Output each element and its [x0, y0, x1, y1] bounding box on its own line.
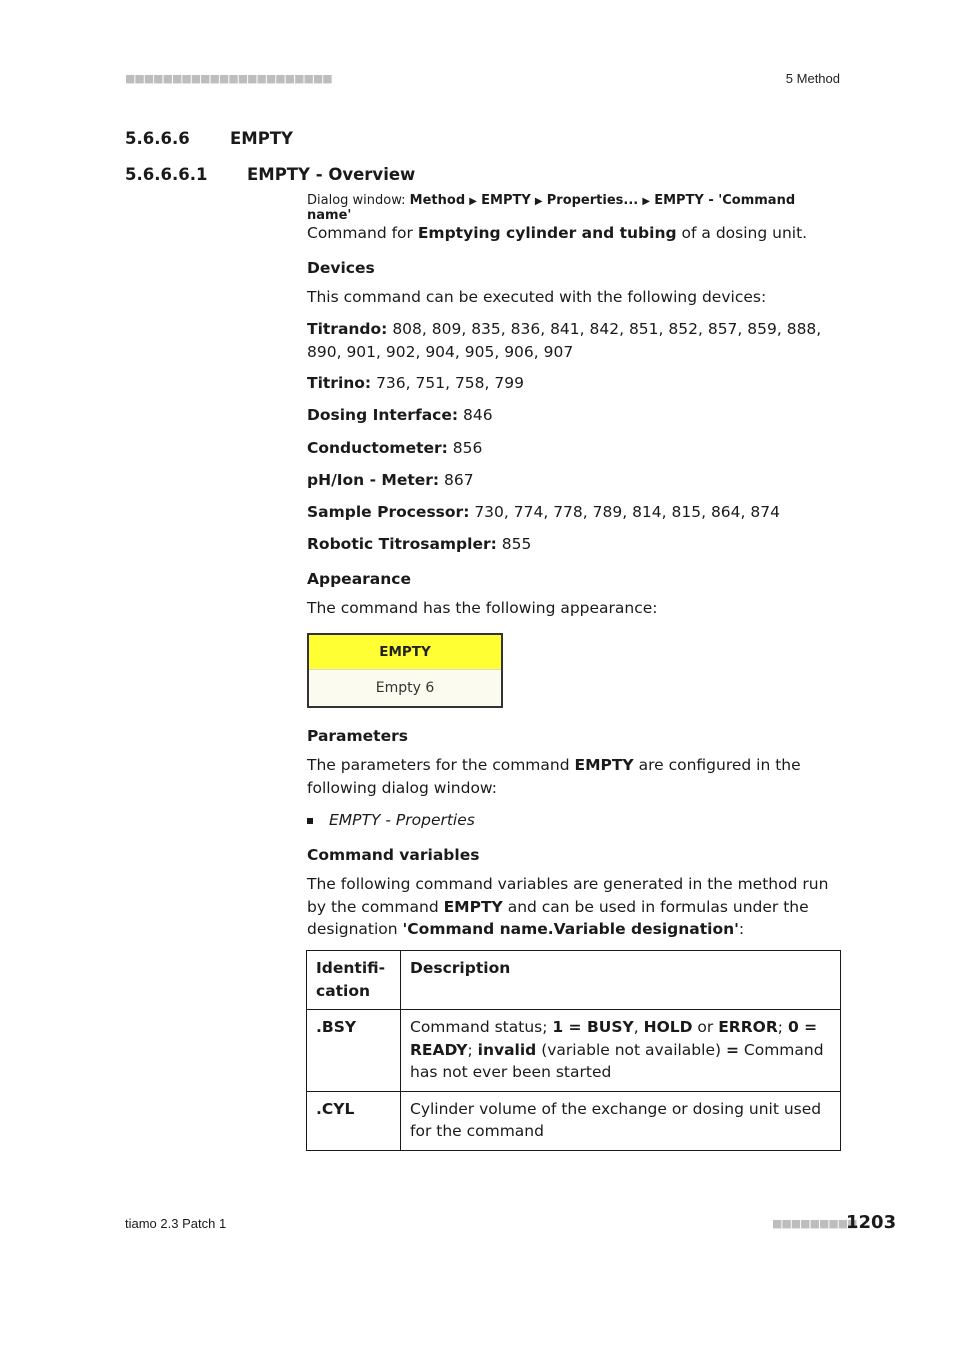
- device-ph-ion-meter: [307, 469, 841, 492]
- arrow-icon: ▶: [642, 196, 651, 207]
- variables-heading: Command variables: [307, 846, 480, 864]
- subsection-number: 5.6.6.6.1: [125, 165, 208, 184]
- table-cell-id: [307, 1010, 401, 1092]
- device-value: 736, 751, 758, 799: [371, 374, 524, 392]
- parameters-text-start: The parameters for the command: [307, 756, 575, 774]
- arrow-icon: ▶: [469, 196, 477, 207]
- devices-lead: This command can be executed with the following devices:: [307, 288, 767, 306]
- desc-text: Command status;: [410, 1018, 553, 1036]
- device-titrino: [307, 372, 841, 395]
- page-number: 1203: [846, 1212, 897, 1233]
- variables-designation: 'Command name.Variable designation': [402, 920, 739, 938]
- desc-bold: 0 = READY: [410, 1018, 818, 1059]
- header-label: Identifi- cation: [316, 959, 386, 1000]
- bullet-icon: [307, 818, 313, 824]
- table-row: [307, 1091, 841, 1150]
- dialog-path-prefix: Dialog window:: [307, 193, 406, 208]
- variables-table: [306, 950, 841, 1151]
- parameters-text-end: are configured in the following dialog window:: [307, 756, 801, 797]
- device-label: Titrino:: [307, 374, 372, 392]
- command-title: EMPTY: [309, 635, 501, 670]
- device-label: Titrando:: [307, 320, 388, 338]
- header-marks: ■■■■■■■■■■■■■■■■■■■■■■: [125, 72, 332, 85]
- device-value: 855: [496, 535, 532, 553]
- device-label: Dosing Interface:: [307, 406, 459, 424]
- subsection-title: EMPTY - Overview: [247, 165, 416, 184]
- intro-bold: Emptying cylinder and tubing: [417, 224, 677, 242]
- intro-text-end: of a dosing unit.: [676, 224, 808, 242]
- command-appearance-box: [307, 633, 503, 708]
- desc-text: ;: [467, 1040, 478, 1059]
- device-value: 867: [439, 471, 474, 489]
- appearance-heading: Appearance: [307, 570, 411, 588]
- variable-id: .BSY: [316, 1018, 357, 1036]
- device-label: Conductometer:: [307, 439, 448, 457]
- variables-text-end: :: [738, 920, 745, 938]
- devices-heading: Devices: [307, 259, 375, 277]
- device-value: 846: [458, 406, 493, 424]
- desc-bold: 1 = BUSY: [552, 1018, 634, 1036]
- variables-text-start: The following command variables are generated in the method run by the command: [307, 875, 829, 916]
- table-header-identification: [307, 951, 401, 1010]
- arrow-icon: ▶: [534, 196, 543, 207]
- table-cell-desc: Cylinder volume of the exchange or dosing unit used for the command: [401, 1091, 841, 1150]
- device-dosing-interface: [307, 404, 841, 427]
- parameters-bullet-item: [307, 809, 841, 832]
- dialog-step-command-name: EMPTY - 'Command name': [307, 193, 796, 223]
- dialog-step-method: Method: [409, 193, 466, 208]
- intro-text: Command for: [307, 224, 418, 242]
- dialog-path: [307, 193, 841, 223]
- table-header-description: [401, 951, 841, 1010]
- device-label: pH/Ion - Meter:: [307, 471, 440, 489]
- dialog-step-empty: EMPTY: [481, 193, 531, 208]
- appearance-lead: The command has the following appearance:: [307, 599, 658, 617]
- desc-bold: =: [725, 1040, 739, 1059]
- properties-link: EMPTY - Properties: [329, 811, 475, 829]
- intro-paragraph: [307, 222, 841, 245]
- footer-marks: ■■■■■■■■■: [772, 1217, 857, 1230]
- header-label: Description: [410, 959, 511, 977]
- variables-command: EMPTY: [443, 897, 503, 916]
- desc-bold: HOLD: [643, 1018, 693, 1036]
- parameters-command: EMPTY: [574, 756, 634, 774]
- command-name: Empty 6: [309, 670, 501, 706]
- device-value: 856: [447, 439, 483, 457]
- device-titrando: [307, 318, 841, 363]
- device-robotic-titrosampler: [307, 533, 841, 556]
- desc-bold: ERROR: [718, 1018, 778, 1036]
- device-label: Robotic Titrosampler:: [307, 535, 497, 553]
- device-value: 730, 774, 778, 789, 814, 815, 864, 874: [469, 503, 780, 521]
- device-conductometer: [307, 437, 841, 460]
- desc-text: ,: [633, 1018, 644, 1036]
- header-chapter: 5 Method: [785, 71, 840, 86]
- footer-product: tiamo 2.3 Patch 1: [125, 1216, 227, 1231]
- dialog-step-properties: Properties...: [546, 193, 639, 208]
- desc-text: ;: [777, 1018, 788, 1036]
- desc-text: or: [692, 1018, 719, 1036]
- variable-id: .CYL: [316, 1099, 355, 1118]
- desc-text: Command has not ever been started: [410, 1040, 824, 1081]
- section-number: 5.6.6.6: [125, 129, 190, 148]
- parameters-heading: Parameters: [307, 727, 408, 745]
- device-label: Sample Processor:: [307, 503, 470, 521]
- variables-text: [307, 873, 841, 941]
- desc-text: (variable not available): [536, 1040, 726, 1059]
- device-value: 808, 809, 835, 836, 841, 842, 851, 852, 857, 859, 888, 890, 901, 902, 904, 905, 906, 907: [307, 320, 822, 361]
- table-header-row: [307, 951, 841, 1010]
- parameters-text: [307, 754, 841, 799]
- desc-bold: invalid: [477, 1040, 537, 1059]
- variables-text-mid: and can be used in formulas under the designation: [307, 897, 809, 938]
- table-cell-id: [307, 1091, 401, 1150]
- device-sample-processor: [307, 501, 841, 524]
- table-cell-desc: [401, 1010, 841, 1092]
- section-title: EMPTY: [230, 129, 293, 148]
- table-row: [307, 1010, 841, 1092]
